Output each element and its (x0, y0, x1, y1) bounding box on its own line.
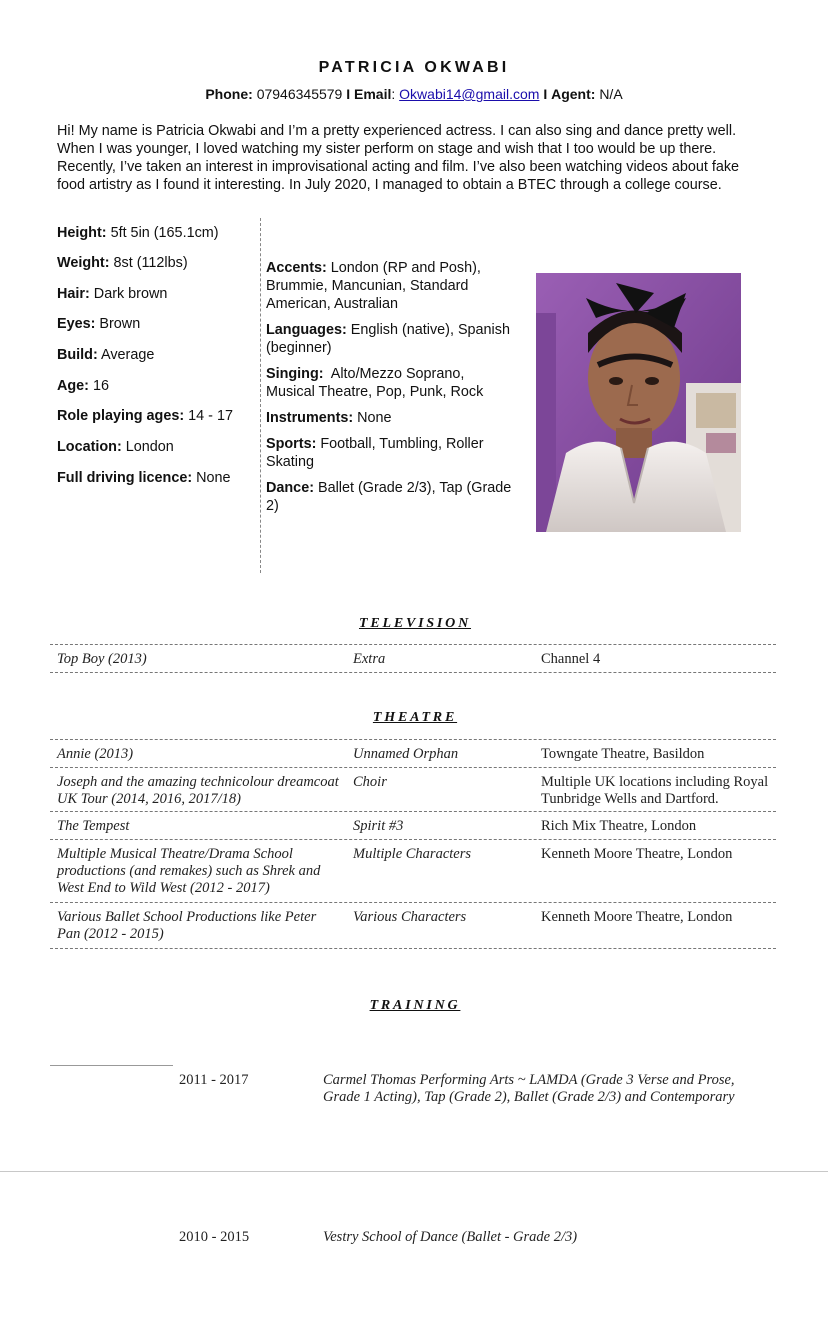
table-row (0, 651, 828, 671)
role-name: Choir (353, 774, 387, 790)
stat-height (57, 225, 219, 241)
role-name: Extra (353, 651, 386, 667)
stat-location (57, 439, 174, 455)
skill-label: Singing: (266, 366, 324, 382)
phone-number: 07946345579 (256, 86, 343, 102)
stat-label: Location: (57, 439, 122, 455)
stat-value: London (125, 439, 174, 455)
stat-value: Average (100, 347, 155, 363)
skill-label: Accents: (266, 260, 327, 276)
skill-sports (266, 435, 516, 471)
stat-weight (57, 255, 188, 271)
skill-value: Ballet (Grade 2/3), Tap (Grade 2) (266, 480, 512, 514)
stat-label: Height: (57, 225, 107, 241)
headshot-photo (536, 273, 741, 532)
skill-label: Dance: (266, 480, 314, 496)
divider (50, 644, 776, 645)
divider (50, 739, 776, 740)
skill-value: London (RP and Posh), Brummie, Mancunian, Standard American, Australian (266, 260, 481, 312)
contact-line (0, 86, 828, 102)
venue-name: Rich Mix Theatre, London (541, 818, 697, 834)
table-row (0, 818, 828, 838)
stat-value: 8st (112lbs) (113, 255, 188, 271)
skill-singing (266, 365, 516, 401)
venue-name: Towngate Theatre, Basildon (541, 746, 705, 762)
venue-name: Kenneth Moore Theatre, London (541, 846, 733, 862)
production-name: Top Boy (2013) (57, 651, 147, 667)
skill-value: English (native), Spanish (beginner) (266, 322, 510, 356)
stat-driving-licence (57, 470, 231, 486)
skill-label: Instruments: (266, 410, 354, 426)
skill-languages (266, 321, 516, 357)
agent-label: Agent: (551, 86, 596, 102)
production-name: Various Ballet School Productions like Peter Pan (2012 - 2015) (57, 909, 317, 942)
stat-label: Eyes: (57, 316, 96, 332)
stat-label: Role playing ages: (57, 408, 185, 424)
stat-role-ages (57, 408, 233, 424)
skill-value: Alto/Mezzo Soprano, Musical Theatre, Pop, Punk, Rock (266, 366, 484, 400)
production-name: Multiple Musical Theatre/Drama School productions (and remakes) such as Shrek and West End to Wild West (2012 - 2017) (57, 846, 321, 896)
stat-label: Age: (57, 378, 89, 394)
divider (50, 839, 776, 840)
stat-eyes (57, 316, 140, 332)
email-label: Email (354, 86, 392, 102)
skill-dance (266, 479, 516, 515)
stat-value: 16 (92, 378, 109, 394)
email-colon: : (391, 86, 396, 102)
table-row (0, 846, 828, 900)
training-years: 2011 - 2017 (179, 1072, 249, 1088)
skill-accents (266, 259, 516, 313)
role-name: Spirit #3 (353, 818, 404, 834)
email-link[interactable]: Okwabi14@gmail.com (399, 86, 540, 102)
page-break (0, 1171, 828, 1172)
divider (50, 811, 776, 812)
stat-value: Dark brown (93, 286, 168, 302)
stat-label: Full driving licence: (57, 470, 193, 486)
skills-list (266, 259, 516, 523)
venue-name: Multiple UK locations including Royal Tunbridge Wells and Dartford. (541, 774, 769, 807)
stat-value: 5ft 5in (165.1cm) (110, 225, 219, 241)
stat-value: 14 - 17 (188, 408, 233, 424)
divider (50, 672, 776, 673)
role-name: Multiple Characters (353, 846, 472, 862)
section-title-television: TELEVISION (358, 616, 472, 631)
table-row (0, 746, 828, 766)
stat-label: Hair: (57, 286, 90, 302)
production-name: Joseph and the amazing technicolour dreamcoat UK Tour (2014, 2016, 2017/18) (57, 774, 339, 807)
venue-name: Kenneth Moore Theatre, London (541, 909, 733, 925)
skill-value: None (357, 410, 392, 426)
stat-build (57, 347, 154, 363)
role-name: Unnamed Orphan (353, 746, 459, 762)
training-detail: Vestry School of Dance (Ballet - Grade 2/3) (323, 1229, 578, 1245)
training-years: 2010 - 2015 (179, 1229, 250, 1245)
phone-label: Phone: (205, 86, 253, 102)
stat-label: Build: (57, 347, 98, 363)
divider (50, 948, 776, 949)
headshot-illustration (536, 273, 741, 532)
stat-label: Weight: (57, 255, 110, 271)
divider (50, 767, 776, 768)
stat-hair (57, 286, 167, 302)
rule-line (50, 1065, 173, 1066)
divider (50, 902, 776, 903)
skill-label: Languages: (266, 322, 347, 338)
role-name: Various Characters (353, 909, 467, 925)
production-name: The Tempest (57, 818, 130, 834)
skill-value: Football, Tumbling, Roller Skating (266, 436, 484, 470)
production-name: Annie (2013) (57, 746, 134, 762)
separator: I (543, 86, 548, 102)
separator: I (346, 86, 351, 102)
skill-instruments (266, 409, 516, 427)
bio-paragraph: Hi! My name is Patricia Okwabi and I’m a pretty experienced actress. I can also sing and dance pretty well. When I was younger, I loved watching my sister perform on stage and wish that I too would be up there. Recently, I’ve taken an interest in improvisational acting and film. I’ve also been watching videos about fake food artistry as I found it interesting. In July 2020, I managed to obtain a BTEC through a college course. (57, 123, 740, 193)
stat-value: None (196, 470, 231, 486)
venue-name: Channel 4 (541, 651, 601, 667)
agent-value: N/A (599, 86, 623, 102)
training-detail: Carmel Thomas Performing Arts ~ LAMDA (Grade 3 Verse and Prose, Grade 1 Acting), Tap (Grade 2), Ballet (Grade 2/3) and Contemporary (323, 1072, 735, 1105)
stat-age (57, 378, 109, 394)
skill-label: Sports: (266, 436, 317, 452)
section-title-training: TRAINING (369, 998, 461, 1013)
stat-value: Brown (99, 316, 141, 332)
table-row (0, 909, 828, 945)
actor-name: PATRICIA OKWABI (318, 59, 510, 76)
section-title-theatre: THEATRE (372, 710, 458, 725)
column-divider (260, 218, 261, 573)
table-row (0, 774, 828, 810)
